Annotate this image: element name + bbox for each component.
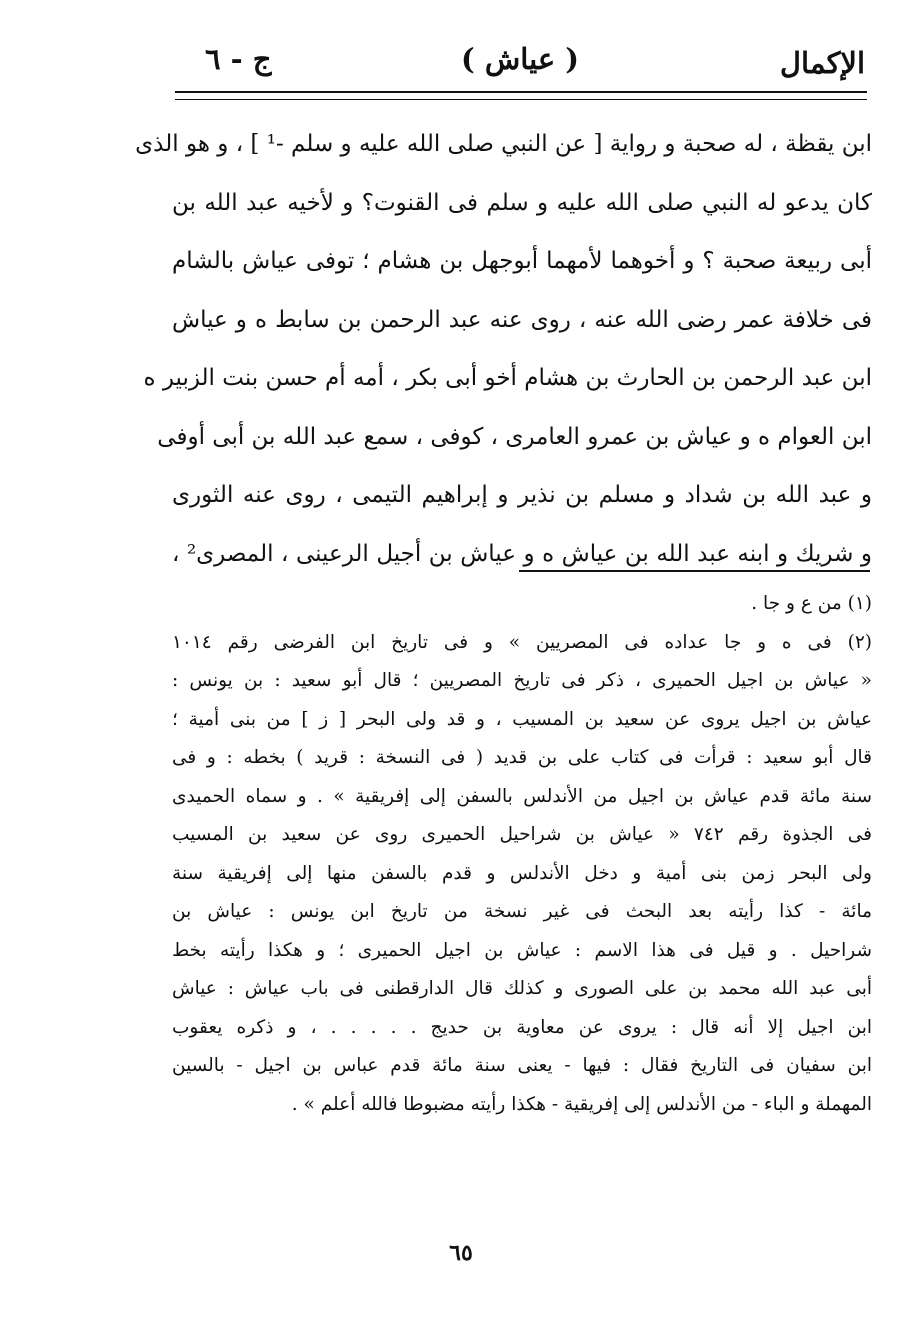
main-text-line: فى خلافة عمر رضى الله عنه ، روى عنه عبد الرحمن بن سابط ه و عياش [172,306,872,333]
footnote-line: ولى البحر زمن بنى أمية و دخل الأندلس و قدم بالسفن منها إلى إفريقية سنة [172,862,872,884]
main-text-line: ابن يقظة ، له صحبة و رواية [ عن النبي صلى الله عليه و سلم -¹ ] ، و هو الذى [135,131,872,157]
volume-label: ج - ٦ [205,42,272,76]
main-text-line: و عبد الله بن شداد و مسلم بن نذير و إبراهيم التيمى ، روى عنه الثورى [172,482,872,508]
main-text-line: كان يدعو له النبي صلى الله عليه و سلم فى القنوت؟ و لأخيه عبد الله بن [172,189,872,216]
main-text-line: ابن عبد الرحمن بن الحارث بن هشام أخو أبى بكر ، أمه أم حسن بنت الزبير ه [143,365,872,391]
footnote-line: قال أبو سعيد : قرأت فى كتاب على بن قديد ( فى النسخة : قريد ) بخطه : و فى [172,747,872,768]
footnote-separator [519,570,870,572]
footnote-line: أبى عبد الله محمد بن على الصورى و كذلك قال الدارقطنى فى باب عياش : عياش [172,978,872,999]
footnotes [172,585,872,1124]
entry-heading: ( عياش ) [461,42,579,76]
main-text [135,115,872,583]
book-title: الإكمال [779,46,865,80]
footnote-line: فى الجذوة رقم ٧٤٢ « عياش بن شراحيل الحميرى روى عن سعيد بن المسيب [172,824,872,845]
main-text-line: أبى ربيعة صحبة ؟ و أخوهما لأمهما أبوجهل بن هشام ؛ توفى عياش بالشام [172,248,872,274]
footnote-line: شراحيل . و قيل فى هذا الاسم : عياش بن اجيل الحميرى ؛ و هكذا رأيته بخط [172,939,872,961]
footnote-line: سنة مائة قدم عياش بن اجيل من الأندلس بالسفن إلى إفريقية » . و سماه الحميدى [172,785,872,807]
main-text-line: ابن العوام ه و عياش بن عمرو العامرى ، كوفى ، سمع عبد الله بن أبى أوفى [157,423,872,450]
footnote-line: عياش بن اجيل يروى عن سعيد بن المسيب ، و قد ولى البحر [ ز ] من بنى أمية ؛ [172,708,872,730]
footnote-line: (٢) فى ه و جا عداده فى المصريين » و فى تاريخ ابن الفرضى رقم ١٠١٤ [172,631,872,653]
header-double-rule [175,91,867,100]
footnote-line: ابن اجيل إلا أنه قال : يروى عن معاوية بن حديج . . . . . ، و ذكره يعقوب [172,1016,872,1038]
footnote-line: « عياش بن اجيل الحميرى ، ذكر فى تاريخ المصريين ؛ قال أبو سعيد : بن يونس : [172,670,872,691]
footnote-line: مائة - كذا رأيته بعد البحث فى غير نسخة من تاريخ ابن يونس : عياش بن [172,901,872,922]
footnote-line: المهملة و الباء - من الأندلس إلى إفريقية - هكذا رأيته مضبوطا فالله أعلم » . [291,1093,872,1115]
running-header [175,40,865,90]
footnote-line: ابن سفيان فى التاريخ فقال : فيها - يعنى سنة مائة قدم عباس بن اجيل - بالسين [172,1055,872,1076]
main-text-line: و شريك و ابنه عبد الله بن عياش ه و عياش بن أجيل الرعينى ، المصرى² ، [172,540,872,567]
page-number: ٦٥ [449,1240,473,1266]
footnote-line: (١) من ع و جا . [751,593,872,614]
